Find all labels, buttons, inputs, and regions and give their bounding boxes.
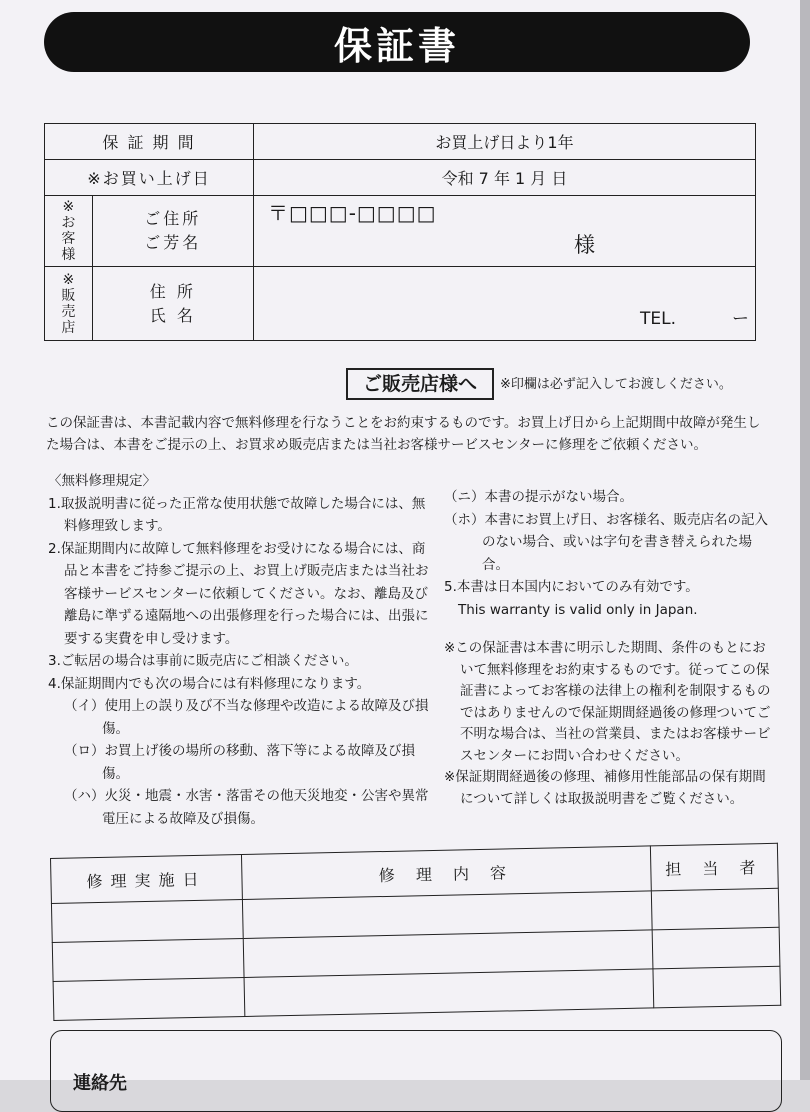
repair-record-table [50,843,781,1021]
customer-field[interactable] [254,196,756,267]
repair-content-header: 修 理 内 容 [241,846,651,900]
repair-person-header: 担 当 者 [650,843,778,891]
period-label: 保 証 期 間 [45,124,254,160]
rule-5: 5.本書は日本国内においてのみ有効です。 [444,579,699,595]
warranty-info-table [44,123,756,341]
rule-5-english: This warranty is valid only in Japan. [458,601,698,618]
customer-address-label: ご住所 [144,209,202,229]
zip-code-field[interactable]: 〒□□□-□□□□ [268,201,437,226]
rule-2: 2.保証期間内に故障して無料修理をお受けになる場合には、商品と本書をご持参ご提示の上、お買上げ販売店または当社お客様サービスセンターに依頼してください。なお、離島及び離島に準ずる遠隔地への出張修理を行った場合には、出張に要する実費を申し受けます。 [48,540,429,647]
rule-4e: （ホ）本書にお買上げ日、お客様名、販売店名の記入のない場合、或いは字句を書き替えられた場合。 [444,511,768,573]
note-2: ※保証期間経過後の修理、補修用性能部品の保有期間について詳しくは取扱説明書をご覧ください。 [444,769,766,807]
rule-4b: （ロ）お買上げ後の場所の移動、落下等による故障及び損傷。 [64,743,415,782]
dealer-note: ※印欄は必ず記入してお渡しください。 [500,377,732,392]
warranty-notes [444,638,774,810]
rule-1: 1.取扱説明書に従った正常な使用状態で故障した場合には、無料修理致します。 [48,495,426,534]
rule-4c: （ハ）火災・地震・水害・落雷その他天災地変・公害や異常電圧による故障及び損傷。 [64,788,429,827]
dealer-notice-box: ご販売店様へ [346,368,494,400]
free-repair-rules [48,470,438,830]
free-repair-rules-continued [444,486,774,621]
contact-label: 連絡先 [73,1073,127,1094]
rules-heading: 〈無料修理規定〉 [48,473,156,489]
background-edge [800,0,810,1080]
intro-text [46,412,766,456]
tel-separator: ー [732,308,749,329]
intro-line-1: この保証書は、本書記載内容で無料修理を行なうことをお約束するものです。お買上げ日から上記期間中故障が発生し [46,415,761,431]
rule-4: 4.保証期間内でも次の場合には有料修理になります。 [48,675,371,692]
shop-field[interactable] [254,267,756,341]
rule-4d: （ニ）本書の提示がない場合。 [444,489,633,505]
shop-section-label: ※販売店 [45,267,93,341]
purchase-date-label: ※お買い上げ日 [45,160,254,196]
shop-name-label: 氏 名 [149,305,196,325]
honorific-sama: 様 [574,233,595,258]
intro-line-2: た場合は、本書をご提示の上、お買求め販売店または当社お客様サービスセンターに修理をご依頼ください。 [46,437,707,453]
customer-name-label: ご芳名 [144,233,202,253]
rule-4a: （イ）使用上の誤り及び不当な修理や改造による故障及び損傷。 [64,698,429,737]
customer-field-labels [92,196,253,267]
note-1: ※この保証書は本書に明示した期間、条件のもとにおいて無料修理をお約束するものです。従ってこの保証書によってお客様の法律上の権利を制限するものではありませんので保証期間経過後の修理ついてご不明な場合は、当社の営業員、またはお客様サービスセンターにお問い合わせください。 [444,640,771,764]
repair-date-header: 修理実施日 [51,854,243,903]
shop-address-label: 住 所 [149,281,196,301]
page-title: 保証書 [44,12,750,72]
rule-3: 3.ご転居の場合は事前に販売店にご相談ください。 [48,653,358,669]
contact-box [50,1030,782,1112]
tel-label: TEL. [640,308,677,329]
shop-field-labels [92,267,253,341]
customer-section-label: ※お客様 [45,196,93,267]
period-value: お買上げ日より1年 [254,124,756,160]
purchase-date-value[interactable]: 令和 7 年 1 月 日 [254,160,756,196]
